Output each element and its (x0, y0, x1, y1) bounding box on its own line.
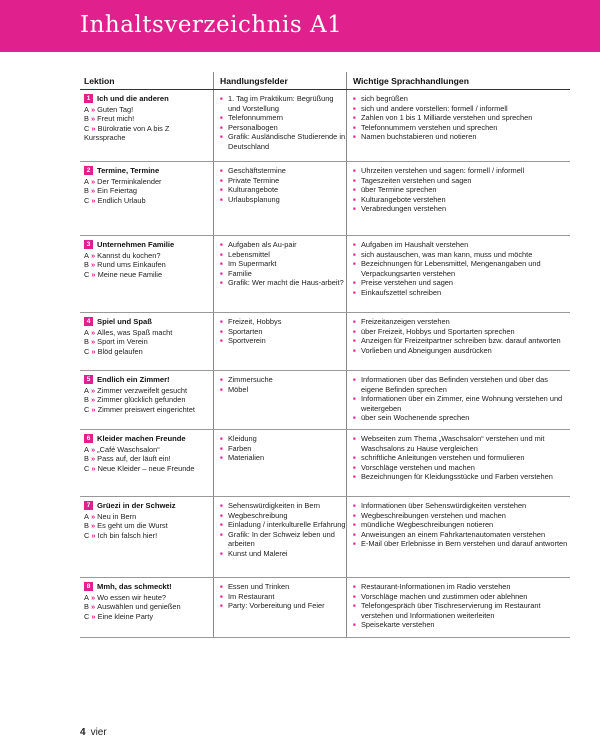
lesson-cell (80, 497, 213, 577)
field-item: ■ Farben (220, 444, 346, 454)
lesson-title: Kleider machen Freunde (97, 434, 186, 443)
section-title: „Café Waschsalon“ (97, 444, 160, 454)
lesson-heading (84, 375, 213, 385)
handlungsfelder-cell (213, 497, 346, 577)
action-item: ■ Vorschläge machen und zustimmen oder ablehnen (353, 592, 570, 602)
section-title: Endlich Urlaub (97, 195, 146, 205)
action-item: ■ Zahlen von 1 bis 1 Milliarde verstehen und sprechen (353, 113, 570, 123)
double-chevron-icon: » (88, 395, 98, 405)
double-chevron-icon: » (88, 337, 98, 347)
section-title: Zimmer glücklich gefunden (97, 395, 186, 405)
action-item: ■ Telefongespräch über Tischreservierung im Restaurant verstehen und Informationen weiterleiten (353, 601, 570, 620)
lesson-number-badge: 2 (84, 166, 93, 175)
sprachhandlungen-cell (346, 90, 570, 161)
double-chevron-icon: » (89, 611, 98, 621)
handlungsfelder-cell (213, 578, 346, 637)
lesson-section (84, 177, 213, 187)
contents-table (80, 72, 570, 638)
action-item: ■ Uhrzeiten verstehen und sagen: formell / informell (353, 166, 570, 176)
sprachhandlungen-cell (346, 236, 570, 312)
field-item: ■ Sehenswürdigkeiten in Bern (220, 501, 346, 511)
header-handlungsfelder: Handlungsfelder (213, 72, 346, 89)
double-chevron-icon: » (88, 592, 98, 602)
action-item: ■ Informationen über das Befinden verstehen und über das eigene Befinden sprechen (353, 375, 570, 394)
section-letter: B (84, 602, 89, 612)
lesson-section (84, 114, 213, 124)
double-chevron-icon: » (89, 123, 98, 133)
lesson-section (84, 386, 213, 396)
action-item: ■ Freizeitanzeigen verstehen (353, 317, 570, 327)
double-chevron-icon: » (89, 530, 98, 540)
section-title: Eine kleine Party (97, 611, 154, 621)
action-item: ■ Webseiten zum Thema „Waschsalon“ verstehen und mit Waschsalons zu Hause vergleichen (353, 434, 570, 453)
action-item: ■ E-Mail über Erlebnisse in Bern verstehen und darauf antworten (353, 539, 570, 549)
section-letter: C (84, 404, 90, 414)
double-chevron-icon: » (88, 327, 98, 337)
action-item: ■ Anweisungen an einem Fahrkartenautomaten verstehen (353, 530, 570, 540)
sprachhandlungen-cell (346, 371, 570, 429)
action-item: ■ Telefonnummern verstehen und sprechen (353, 123, 570, 133)
section-title: Der Terminkalender (97, 176, 162, 186)
lesson-section (84, 612, 213, 622)
field-item: ■ Geschäftstermine (220, 166, 346, 176)
section-letter: B (84, 114, 89, 124)
section-title: Zimmer verzweifelt gesucht (97, 385, 188, 395)
lesson-number-badge: 7 (84, 501, 93, 510)
double-chevron-icon: » (88, 521, 98, 531)
action-item: ■ schriftliche Anleitungen verstehen und formulieren (353, 453, 570, 463)
section-title: Kurssprache (84, 133, 126, 143)
lesson-section (84, 133, 213, 143)
page-footer (80, 727, 107, 738)
section-letter: A (84, 176, 89, 186)
double-chevron-icon: » (89, 195, 98, 205)
section-title: Neu in Bern (97, 511, 137, 521)
field-item: ■ Möbel (220, 385, 346, 395)
field-item: ■ Im Supermarkt (220, 259, 346, 269)
field-item: ■ Materialien (220, 453, 346, 463)
double-chevron-icon: » (88, 260, 98, 270)
section-letter: B (84, 260, 89, 270)
lesson-section (84, 328, 213, 338)
bullet-list (220, 434, 346, 463)
action-item: ■ sich und andere vorstellen: formell / informell (353, 104, 570, 114)
action-item: ■ über sein Wochenende sprechen (353, 413, 570, 423)
action-item: ■ Informationen über ein Zimmer, eine Wohnung verstehen und weitergeben (353, 394, 570, 413)
section-title: Neue Kleider – neue Freunde (97, 463, 195, 473)
section-title: Meine neue Familie (97, 269, 163, 279)
sprachhandlungen-cell (346, 162, 570, 235)
bullet-list (220, 582, 346, 611)
lesson-row (80, 162, 570, 236)
double-chevron-icon: » (88, 114, 98, 124)
double-chevron-icon: » (88, 186, 98, 196)
lesson-title: Spiel und Spaß (97, 317, 152, 326)
field-item: ■ Sportarten (220, 327, 346, 337)
action-item: ■ Informationen über Sehenswürdigkeiten verstehen (353, 501, 570, 511)
lesson-section (84, 405, 213, 415)
field-item: ■ 1. Tag im Praktikum: Begrüßung und Vorstellung (220, 94, 346, 113)
lesson-number-badge: 1 (84, 94, 93, 103)
field-item: ■ Grafik: Ausländische Studierende in Deutschland (220, 132, 346, 151)
lesson-section (84, 196, 213, 206)
action-item: ■ Restaurant-Informationen im Radio verstehen (353, 582, 570, 592)
action-item: ■ Aufgaben im Haushalt verstehen (353, 240, 570, 250)
lesson-cell (80, 90, 213, 161)
action-item: ■ Namen buchstabieren und notieren (353, 132, 570, 142)
lesson-row (80, 578, 570, 638)
lesson-cell (80, 313, 213, 370)
lesson-section (84, 454, 213, 464)
double-chevron-icon: » (88, 444, 98, 454)
bullet-list (220, 501, 346, 559)
lesson-number-badge: 8 (84, 582, 93, 591)
double-chevron-icon: » (89, 463, 98, 473)
field-item: ■ Party: Vorbereitung und Feier (220, 601, 346, 611)
action-item: ■ Tageszeiten verstehen und sagen (353, 176, 570, 186)
lesson-number-badge: 4 (84, 317, 93, 326)
section-letter: C (84, 269, 90, 279)
lesson-number-badge: 3 (84, 240, 93, 249)
lesson-heading (84, 501, 213, 511)
lesson-heading (84, 317, 213, 327)
section-letter: A (84, 592, 89, 602)
lesson-title: Endlich ein Zimmer! (97, 375, 170, 384)
action-item: ■ über Termine sprechen (353, 185, 570, 195)
bullet-list (353, 94, 570, 142)
field-item: ■ Telefonnummern (220, 113, 346, 123)
action-item: ■ sich austauschen, was man kann, muss und möchte (353, 250, 570, 260)
field-item: ■ Sportverein (220, 336, 346, 346)
table-header-row (80, 72, 570, 90)
lesson-section (84, 124, 213, 134)
action-item: ■ Bezeichnungen für Lebensmittel, Mengenangaben und Verpackungsarten verstehen (353, 259, 570, 278)
page-number: 4 (80, 727, 86, 738)
field-item: ■ Kleidung (220, 434, 346, 444)
lesson-row (80, 90, 570, 162)
title-banner (0, 0, 600, 52)
handlungsfelder-cell (213, 430, 346, 496)
lesson-heading (84, 94, 213, 104)
lesson-heading (84, 166, 213, 176)
action-item: ■ sich begrüßen (353, 94, 570, 104)
section-title: Bürokratie von A bis Z (97, 123, 170, 133)
action-item: ■ Preise verstehen und sagen (353, 278, 570, 288)
field-item: ■ Personalbogen (220, 123, 346, 133)
section-title: Guten Tag! (97, 104, 134, 114)
handlungsfelder-cell (213, 371, 346, 429)
field-item: ■ Freizeit, Hobbys (220, 317, 346, 327)
section-letter: B (84, 521, 89, 531)
lesson-section (84, 186, 213, 196)
field-item: ■ Familie (220, 269, 346, 279)
lesson-cell (80, 371, 213, 429)
section-letter: B (84, 395, 89, 405)
lesson-section (84, 593, 213, 603)
section-title: Ein Feiertag (97, 186, 138, 196)
lesson-row (80, 430, 570, 497)
lesson-cell (80, 430, 213, 496)
field-item: ■ Grafik: Wer macht die Haus-arbeit? (220, 278, 346, 288)
lesson-cell (80, 162, 213, 235)
lesson-row (80, 313, 570, 371)
lesson-section (84, 464, 213, 474)
section-title: Pass auf, der läuft ein! (97, 454, 171, 464)
lesson-section (84, 445, 213, 455)
bullet-list (353, 501, 570, 549)
lesson-number-badge: 6 (84, 434, 93, 443)
action-item: ■ Vorlieben und Abneigungen ausdrücken (353, 346, 570, 356)
bullet-list (353, 434, 570, 482)
field-item: ■ Einladung / interkulturelle Erfahrung (220, 520, 346, 530)
double-chevron-icon: » (89, 269, 98, 279)
bullet-list (353, 317, 570, 355)
section-title: Ich bin falsch hier! (97, 530, 158, 540)
section-title: Wo essen wir heute? (97, 592, 167, 602)
sprachhandlungen-cell (346, 430, 570, 496)
double-chevron-icon: » (88, 250, 98, 260)
section-title: Zimmer preiswert eingerichtet (97, 404, 195, 414)
field-item: ■ Zimmersuche (220, 375, 346, 385)
section-letter: A (84, 511, 89, 521)
lesson-title: Unternehmen Familie (97, 240, 175, 249)
lesson-section (84, 260, 213, 270)
lesson-row (80, 371, 570, 430)
action-item: ■ über Freizeit, Hobbys und Sportarten sprechen (353, 327, 570, 337)
section-title: Es geht um die Wurst (97, 521, 168, 531)
action-item: ■ Einkaufszettel schreiben (353, 288, 570, 298)
action-item: ■ Speisekarte verstehen (353, 620, 570, 630)
handlungsfelder-cell (213, 313, 346, 370)
section-letter: C (84, 123, 90, 133)
lesson-section (84, 251, 213, 261)
sprachhandlungen-cell (346, 497, 570, 577)
field-item: ■ Wegbeschreibung (220, 511, 346, 521)
sprachhandlungen-cell (346, 578, 570, 637)
page-number-word: vier (90, 727, 107, 738)
action-item: ■ Wegbeschreibungen verstehen und machen (353, 511, 570, 521)
handlungsfelder-cell (213, 236, 346, 312)
action-item: ■ Kulturangebote verstehen (353, 195, 570, 205)
action-item: ■ mündliche Wegbeschreibungen notieren (353, 520, 570, 530)
lesson-number-badge: 5 (84, 375, 93, 384)
section-title: Kannst du kochen? (97, 250, 161, 260)
action-item: ■ Verabredungen verstehen (353, 204, 570, 214)
field-item: ■ Im Restaurant (220, 592, 346, 602)
header-lektion: Lektion (84, 76, 115, 86)
lesson-title: Termine, Termine (97, 166, 160, 175)
bullet-list (220, 94, 346, 152)
section-letter: B (84, 186, 89, 196)
lesson-section (84, 347, 213, 357)
lesson-title: Mmh, das schmeckt! (97, 582, 172, 591)
double-chevron-icon: » (88, 176, 98, 186)
action-item: ■ Anzeigen für Freizeitpartner schreiben bzw. darauf antworten (353, 336, 570, 346)
bullet-list (220, 166, 346, 204)
section-letter: A (84, 385, 89, 395)
field-item: ■ Kunst und Malerei (220, 549, 346, 559)
section-letter: A (84, 250, 89, 260)
action-item: ■ Bezeichnungen für Kleidungsstücke und Farben verstehen (353, 472, 570, 482)
handlungsfelder-cell (213, 90, 346, 161)
lesson-cell (80, 236, 213, 312)
lesson-cell (80, 578, 213, 637)
bullet-list (353, 375, 570, 423)
bullet-list (220, 375, 346, 394)
section-letter: C (84, 530, 90, 540)
bullet-list (220, 317, 346, 346)
header-sprachhandlungen: Wichtige Sprachhandlungen (346, 72, 570, 89)
lesson-section (84, 602, 213, 612)
bullet-list (353, 166, 570, 214)
section-title: Auswählen und genießen (97, 602, 181, 612)
lesson-row (80, 497, 570, 578)
section-letter: C (84, 346, 90, 356)
bullet-list (353, 582, 570, 630)
bullet-list (220, 240, 346, 288)
field-item: ■ Essen und Trinken (220, 582, 346, 592)
section-letter: B (84, 337, 89, 347)
double-chevron-icon: » (88, 454, 98, 464)
double-chevron-icon: » (88, 602, 98, 612)
section-title: Rund ums Einkaufen (97, 260, 166, 270)
section-letter: B (84, 454, 89, 464)
lesson-section (84, 395, 213, 405)
bullet-list (353, 240, 570, 298)
field-item: ■ Kulturangebote (220, 185, 346, 195)
field-item: ■ Grafik: In der Schweiz leben und arbeiten (220, 530, 346, 549)
field-item: ■ Urlaubsplanung (220, 195, 346, 205)
action-item: ■ Vorschläge verstehen und machen (353, 463, 570, 473)
lesson-section (84, 521, 213, 531)
lesson-section (84, 531, 213, 541)
lesson-section (84, 270, 213, 280)
double-chevron-icon: » (89, 404, 98, 414)
handlungsfelder-cell (213, 162, 346, 235)
sprachhandlungen-cell (346, 313, 570, 370)
section-letter: C (84, 611, 90, 621)
section-title: Alles, was Spaß macht (97, 327, 173, 337)
section-letter: C (84, 463, 90, 473)
double-chevron-icon: » (88, 511, 98, 521)
page-title: Inhaltsverzeichnis A1 (80, 12, 343, 38)
lesson-title: Grüezi in der Schweiz (97, 501, 176, 510)
field-item: ■ Lebensmittel (220, 250, 346, 260)
lesson-heading (84, 582, 213, 592)
double-chevron-icon: » (89, 346, 98, 356)
double-chevron-icon: » (88, 104, 98, 114)
lesson-section (84, 337, 213, 347)
field-item: ■ Private Termine (220, 176, 346, 186)
section-title: Sport im Verein (97, 337, 148, 347)
section-letter: C (84, 195, 90, 205)
double-chevron-icon: » (88, 385, 98, 395)
lesson-section (84, 105, 213, 115)
lesson-title: Ich und die anderen (97, 94, 169, 103)
field-item: ■ Aufgaben als Au-pair (220, 240, 346, 250)
lesson-row (80, 236, 570, 313)
section-title: Blöd gelaufen (97, 346, 143, 356)
section-letter: A (84, 104, 89, 114)
lesson-heading (84, 434, 213, 444)
section-title: Freut mich! (97, 114, 135, 124)
section-letter: A (84, 327, 89, 337)
lesson-section (84, 512, 213, 522)
lesson-heading (84, 240, 213, 250)
section-letter: A (84, 444, 89, 454)
